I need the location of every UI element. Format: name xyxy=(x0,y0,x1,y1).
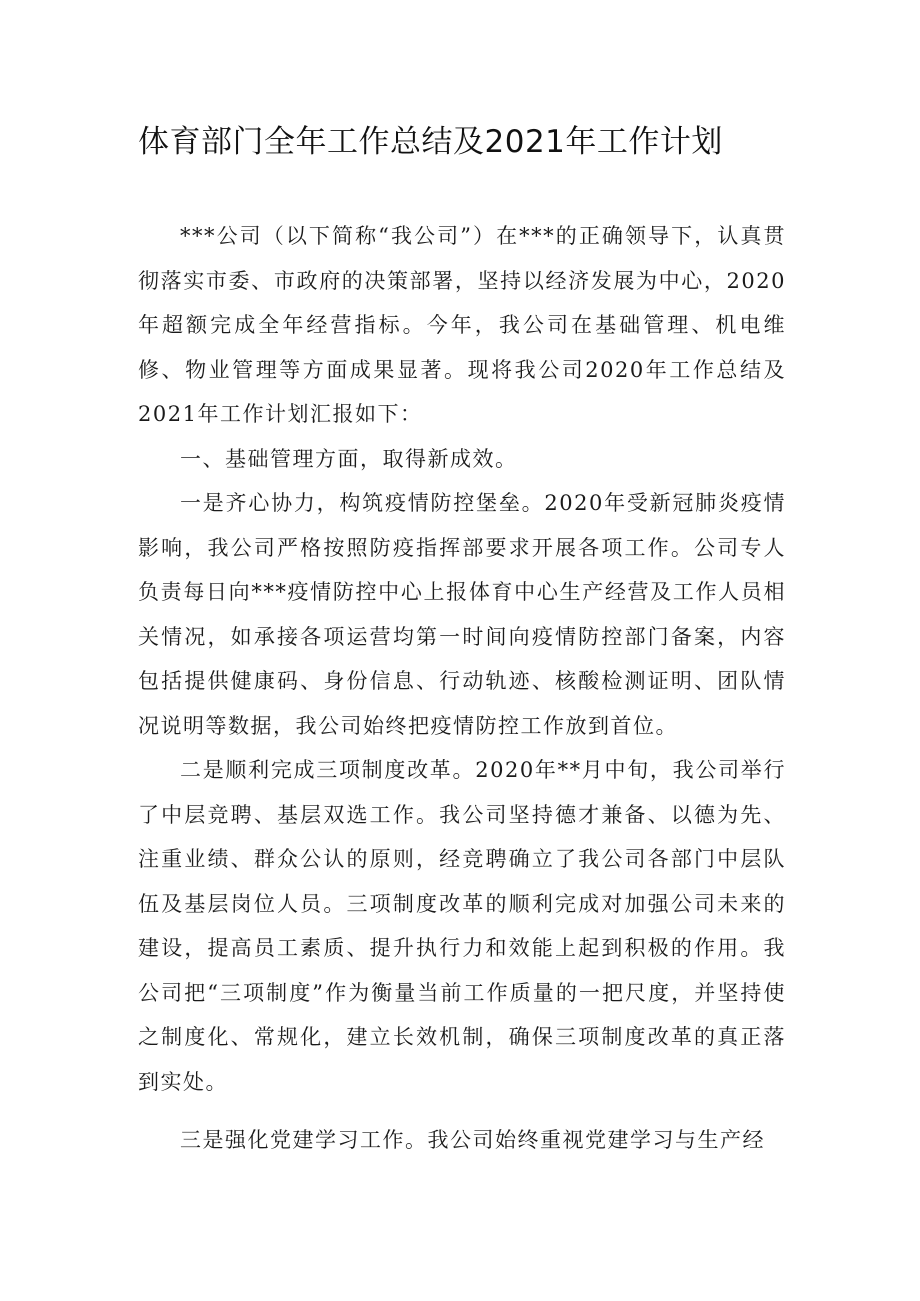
intro-paragraph: ***公司（以下简称“我公司”）在***的正确领导下，认真贯彻落实市委、市政府的决策部署，坚持以经济发展为中心，2020年超额完成全年经营指标。今年，我公司在基础管理、机电维修、物业管理等方面成果显著。现将我公司2020年工作总结及2021年工作计划汇报如下： xyxy=(138,224,786,426)
document-title: 体育部门全年工作总结及2021年工作计划 xyxy=(138,124,723,160)
paragraph-system-reform: 二是顺利完成三项制度改革。2020年**月中旬，我公司举行了中层竞聘、基层双选工作。我公司坚持德才兼备、以德为先、注重业绩、群众公认的原则，经竞聘确立了我公司各部门中层队伍及基层岗位人员。三项制度改革的顺利完成对加强公司未来的建设，提高员工素质、提升执行力和效能上起到积极的作用。我公司把“三项制度”作为衡量当前工作质量的一把尺度，并坚持使之制度化、常规化，建立长效机制，确保三项制度改革的真正落到实处。 xyxy=(138,758,786,1094)
section-heading-basic-management: 一、基础管理方面，取得新成效。 xyxy=(180,446,518,471)
paragraph-party-building: 三是强化党建学习工作。我公司始终重视党建学习与生产经 xyxy=(180,1128,765,1152)
paragraph-epidemic-prevention: 一是齐心协力，构筑疫情防控堡垒。2020年受新冠肺炎疫情影响，我公司严格按照防疫指挥部要求开展各项工作。公司专人负责每日向***疫情防控中心上报体育中心生产经营及工作人员相关情况，如承接各项运营均第一时间向疫情防控部门备案，内容包括提供健康码、身份信息、行动轨迹、核酸检测证明、团队情况说明等数据，我公司始终把疫情防控工作放到首位。 xyxy=(138,491,786,738)
document-body xyxy=(138,214,786,1163)
